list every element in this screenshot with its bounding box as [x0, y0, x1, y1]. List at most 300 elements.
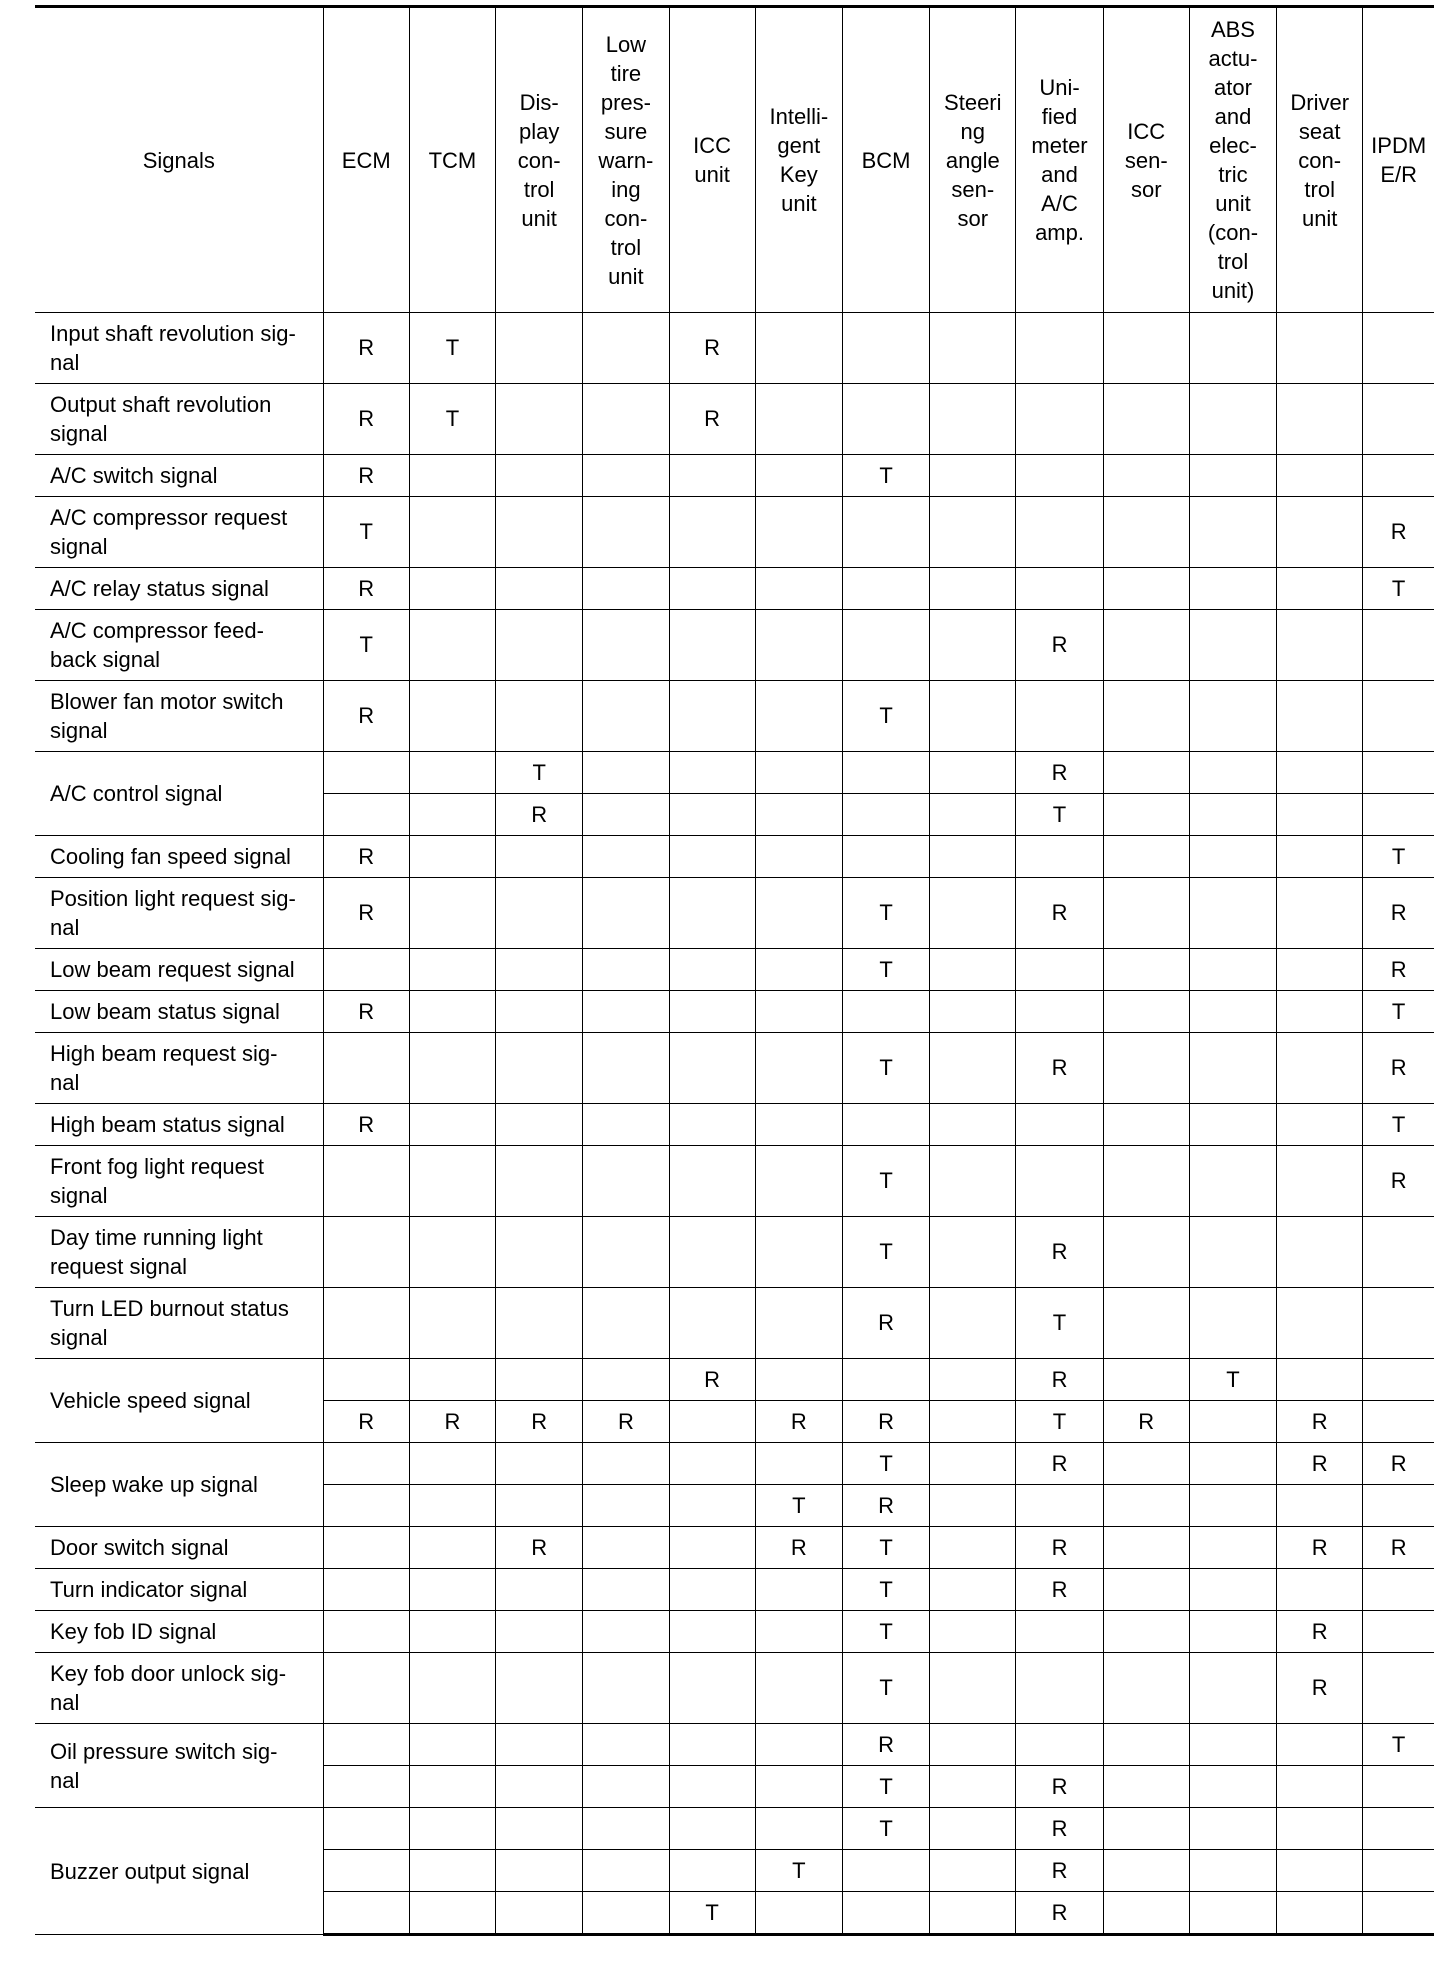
signal-cell: [1103, 1808, 1189, 1850]
signal-cell: [669, 1653, 755, 1724]
signal-cell: [583, 836, 669, 878]
signal-cell: T: [1016, 794, 1103, 836]
signal-cell: [669, 1724, 755, 1766]
signal-cell: T: [1016, 1401, 1103, 1443]
signal-cell: [755, 313, 842, 384]
signal-cell: [1103, 752, 1189, 794]
text-line: Low beam status signal: [50, 999, 280, 1024]
column-header: [409, 7, 495, 313]
signal-cell: [930, 313, 1016, 384]
signal-cell: [1189, 1443, 1276, 1485]
signal-cell: R: [1277, 1611, 1363, 1653]
signal-cell: [1277, 878, 1363, 949]
text-line: nal: [50, 1690, 80, 1715]
signal-cell: [583, 1527, 669, 1569]
signal-cell: [1189, 1766, 1276, 1808]
signal-cell: T: [842, 1808, 929, 1850]
signal-cell: [669, 1485, 755, 1527]
signal-cell: R: [323, 313, 409, 384]
signal-cell: [409, 1653, 495, 1724]
signal-cell: [930, 610, 1016, 681]
signal-cell: [1016, 836, 1103, 878]
signal-cell: [583, 1766, 669, 1808]
signal-name-cell: [35, 1653, 323, 1724]
signal-cell: T: [842, 1146, 929, 1217]
signal-cell: [930, 1766, 1016, 1808]
signal-cell: [583, 794, 669, 836]
signal-cell: [1103, 1146, 1189, 1217]
table-row: [35, 455, 1434, 497]
signal-name-cell: [35, 610, 323, 681]
signal-cell: [496, 1146, 583, 1217]
signal-cell: [755, 1569, 842, 1611]
signal-cell: [1103, 878, 1189, 949]
signal-cell: [842, 497, 929, 568]
signal-cell: R: [1016, 1892, 1103, 1935]
signal-cell: [1277, 568, 1363, 610]
signal-cell: [496, 1485, 583, 1527]
signal-cell: [1016, 497, 1103, 568]
table-row: [35, 991, 1434, 1033]
signal-cell: [1103, 455, 1189, 497]
signal-cell: [1103, 497, 1189, 568]
column-header: [323, 7, 409, 313]
signal-cell: [583, 384, 669, 455]
signal-name-cell: [35, 949, 323, 991]
signal-cell: T: [842, 1527, 929, 1569]
signal-cell: R: [1016, 1359, 1103, 1401]
signal-cell: [669, 1033, 755, 1104]
signal-cell: [930, 1724, 1016, 1766]
text-line: unit: [1215, 191, 1251, 216]
signal-cell: T: [1363, 836, 1434, 878]
signal-cell: [930, 1485, 1016, 1527]
signal-cell: [1277, 1766, 1363, 1808]
signal-cell: [323, 794, 409, 836]
signal-cell: [755, 1653, 842, 1724]
text-line: IPDM: [1371, 133, 1427, 158]
signal-cell: [409, 1288, 495, 1359]
signal-cell: [1103, 1766, 1189, 1808]
signal-cell: [755, 1443, 842, 1485]
text-line: fied: [1041, 104, 1078, 129]
text-line: Vehicle speed signal: [50, 1388, 251, 1413]
signal-name-cell: [35, 1527, 323, 1569]
table-row: [35, 1146, 1434, 1217]
signal-cell: [1277, 752, 1363, 794]
signal-cell: [1189, 1401, 1276, 1443]
signal-cell: [496, 313, 583, 384]
text-line: Key fob ID signal: [50, 1619, 217, 1644]
signal-cell: [409, 610, 495, 681]
signal-cell: [583, 949, 669, 991]
text-line: and: [1041, 162, 1078, 187]
signal-name-cell: [35, 878, 323, 949]
text-line: Uni-: [1039, 75, 1080, 100]
signal-cell: [1277, 1808, 1363, 1850]
signal-cell: R: [1363, 949, 1434, 991]
text-line: sor: [957, 205, 989, 231]
text-line: TCM: [428, 147, 477, 173]
text-line: gent: [777, 133, 821, 158]
signal-cell: [1363, 1359, 1434, 1401]
signal-cell: [583, 1808, 669, 1850]
signal-cell: R: [842, 1401, 929, 1443]
signal-cell: R: [1277, 1401, 1363, 1443]
signal-cell: [669, 1288, 755, 1359]
signal-cell: [1277, 610, 1363, 681]
signal-cell: [496, 610, 583, 681]
signal-cell: [669, 1808, 755, 1850]
signal-cell: [1363, 313, 1434, 384]
signal-cell: [669, 752, 755, 794]
signal-cell: [1016, 949, 1103, 991]
text-line: ICC: [693, 133, 732, 158]
signal-name-cell: [35, 568, 323, 610]
signal-cell: [583, 568, 669, 610]
text-line: pres-: [600, 89, 651, 115]
text-line: A/C: [1041, 191, 1078, 216]
signal-name-cell: [35, 836, 323, 878]
signal-cell: [583, 681, 669, 752]
signal-cell: R: [1363, 1033, 1434, 1104]
signal-cell: [930, 681, 1016, 752]
signal-cell: [755, 752, 842, 794]
text-line: Key fob door unlock sig-: [50, 1661, 287, 1686]
text-line: seat: [1298, 118, 1341, 144]
signal-cell: [930, 1611, 1016, 1653]
text-line: A/C relay status signal: [50, 576, 269, 601]
text-line: Door switch signal: [50, 1535, 229, 1560]
signal-cell: T: [1363, 568, 1434, 610]
text-line: tire: [610, 60, 642, 86]
signal-cell: [1277, 313, 1363, 384]
text-line: A/C control signal: [50, 781, 223, 806]
signal-cell: [1189, 1724, 1276, 1766]
signal-cell: [409, 497, 495, 568]
signal-cell: [409, 991, 495, 1033]
signal-cell: [669, 1104, 755, 1146]
signal-cell: [1103, 568, 1189, 610]
signal-cell: R: [323, 568, 409, 610]
text-line: Cooling fan speed signal: [50, 844, 291, 869]
signal-cell: [583, 1217, 669, 1288]
text-line: ECM: [341, 147, 391, 173]
signal-cell: [1103, 1104, 1189, 1146]
signal-cell: [1103, 1653, 1189, 1724]
signal-cell: [755, 610, 842, 681]
signal-cell: [930, 1033, 1016, 1104]
signal-cell: [755, 681, 842, 752]
signal-cell: [496, 1569, 583, 1611]
signal-cell: [930, 1527, 1016, 1569]
signal-cell: [496, 1033, 583, 1104]
signal-cell: [842, 1850, 929, 1892]
text-line: con-: [604, 205, 648, 231]
signal-cell: [409, 1569, 495, 1611]
signal-cell: [1363, 1569, 1434, 1611]
signal-cell: [755, 1217, 842, 1288]
table-row: [35, 1527, 1434, 1569]
signal-cell: [1016, 1485, 1103, 1527]
text-line: nal: [50, 1767, 80, 1793]
signal-cell: [409, 1850, 495, 1892]
signal-cell: [583, 991, 669, 1033]
signal-cell: [323, 1359, 409, 1401]
signal-cell: [1103, 1892, 1189, 1935]
signal-cell: [583, 1850, 669, 1892]
text-line: High beam request sig-: [50, 1041, 278, 1066]
signal-cell: [1016, 384, 1103, 455]
text-line: sen-: [1124, 147, 1168, 173]
signal-cell: [755, 1808, 842, 1850]
signal-cell: [1277, 1485, 1363, 1527]
signal-cell: R: [496, 1401, 583, 1443]
signal-cell: R: [496, 794, 583, 836]
signal-cell: [930, 1850, 1016, 1892]
signal-cell: [323, 1288, 409, 1359]
signal-cell: T: [842, 878, 929, 949]
table-row: [35, 878, 1434, 949]
column-header: [842, 7, 929, 313]
signal-cell: [1277, 1724, 1363, 1766]
text-line: meter: [1031, 133, 1088, 158]
signal-cell: [1277, 1104, 1363, 1146]
text-line: Oil pressure switch sig-: [50, 1738, 278, 1764]
text-line: play: [518, 118, 560, 144]
table-row: [35, 1653, 1434, 1724]
signal-cell: [1189, 610, 1276, 681]
signal-cell: [496, 1288, 583, 1359]
table-row: [35, 1217, 1434, 1288]
signal-cell: [496, 949, 583, 991]
signal-cell: [1016, 1146, 1103, 1217]
signal-cell: T: [842, 1569, 929, 1611]
text-line: Position light request sig-: [50, 886, 296, 911]
text-line: A/C compressor feed-: [50, 618, 264, 643]
signal-cell: [842, 836, 929, 878]
text-line: Dis-: [519, 89, 559, 115]
table-row: [35, 313, 1434, 384]
signal-cell: [1189, 752, 1276, 794]
signal-cell: R: [1103, 1401, 1189, 1443]
text-line: Turn indicator signal: [50, 1577, 248, 1602]
signal-cell: [409, 836, 495, 878]
signal-cell: [1363, 610, 1434, 681]
signal-cell: [669, 681, 755, 752]
text-line: Driver: [1290, 89, 1350, 115]
signal-cell: [755, 878, 842, 949]
text-line: E/R: [1380, 162, 1417, 187]
signal-cell: [583, 1288, 669, 1359]
signal-cell: R: [1016, 1033, 1103, 1104]
text-line: Intelli-: [769, 104, 829, 129]
signal-name-cell: [35, 1808, 323, 1935]
table-row: [35, 1359, 1434, 1401]
text-line: angle: [945, 147, 1000, 173]
text-line: ICC: [1127, 118, 1166, 144]
signal-cell: [1189, 991, 1276, 1033]
signal-cell: [496, 1217, 583, 1288]
text-line: unit: [521, 205, 557, 231]
signal-cell: [1103, 1033, 1189, 1104]
signal-cell: [496, 991, 583, 1033]
signal-cell: [1363, 1808, 1434, 1850]
text-line: trol: [523, 176, 555, 202]
signal-cell: [409, 1485, 495, 1527]
signal-cell: [842, 752, 929, 794]
table-row: [35, 752, 1434, 794]
signal-cell: [409, 949, 495, 991]
signal-cell: [1277, 1892, 1363, 1935]
signal-cell: [842, 610, 929, 681]
signal-cell: [1103, 610, 1189, 681]
signal-cell: [583, 1485, 669, 1527]
signal-cell: [755, 1724, 842, 1766]
table-row: [35, 836, 1434, 878]
text-line: unit: [781, 191, 817, 216]
signal-cell: [409, 1527, 495, 1569]
signal-name-cell: [35, 1104, 323, 1146]
signal-cell: [1103, 384, 1189, 455]
signal-cell: [930, 497, 1016, 568]
signal-cell: [842, 1892, 929, 1935]
signal-cell: [755, 1146, 842, 1217]
signal-cell: [496, 1850, 583, 1892]
table-row: [35, 497, 1434, 568]
signal-name-cell: [35, 1033, 323, 1104]
signal-cell: R: [1016, 1443, 1103, 1485]
text-line: unit): [1211, 278, 1255, 303]
text-line: amp.: [1035, 220, 1084, 245]
signal-cell: [930, 568, 1016, 610]
signal-cell: [755, 1766, 842, 1808]
signal-cell: [930, 1146, 1016, 1217]
signal-cell: [1363, 681, 1434, 752]
signal-cell: [1363, 1850, 1434, 1892]
signal-cell: [409, 568, 495, 610]
table-row: [35, 1104, 1434, 1146]
signal-cell: [1277, 455, 1363, 497]
signal-cell: [1277, 1569, 1363, 1611]
signal-cell: [1189, 1104, 1276, 1146]
signal-cell: [1189, 1527, 1276, 1569]
text-line: Steeri: [944, 89, 1002, 115]
text-line: Front fog light request: [50, 1154, 265, 1179]
signal-cell: [583, 1653, 669, 1724]
signal-cell: [1363, 794, 1434, 836]
signal-cell: T: [1189, 1359, 1276, 1401]
text-line: Signals: [142, 147, 215, 173]
signal-cell: R: [323, 991, 409, 1033]
column-header: [669, 7, 755, 313]
signal-cell: [409, 794, 495, 836]
signal-cell: [323, 1569, 409, 1611]
signal-cell: [669, 455, 755, 497]
signal-cell: R: [1016, 1766, 1103, 1808]
signal-cell: [1363, 752, 1434, 794]
column-header: [496, 7, 583, 313]
signal-cell: R: [669, 313, 755, 384]
text-line: signal: [50, 1325, 108, 1350]
signal-cell: R: [323, 878, 409, 949]
signal-cell: [1103, 681, 1189, 752]
signal-cell: [930, 1359, 1016, 1401]
signal-cell: R: [1363, 1443, 1434, 1485]
signal-cell: T: [1363, 1104, 1434, 1146]
text-line: Blower fan motor switch: [50, 689, 284, 714]
signal-cell: [930, 752, 1016, 794]
signal-cell: [409, 1146, 495, 1217]
text-line: Output shaft revolution: [50, 392, 272, 417]
signal-cell: [1103, 836, 1189, 878]
signal-cell: [1016, 681, 1103, 752]
signal-cell: [669, 1766, 755, 1808]
signal-cell: [1103, 1850, 1189, 1892]
signal-cell: R: [669, 384, 755, 455]
signal-cell: [755, 949, 842, 991]
signal-cell: [1016, 1611, 1103, 1653]
signal-cell: [583, 1146, 669, 1217]
signal-cell: [755, 836, 842, 878]
column-header: [583, 7, 669, 313]
signal-cell: [496, 1359, 583, 1401]
signal-cell: [930, 1808, 1016, 1850]
table-row: [35, 1808, 1434, 1850]
signal-cell: [1103, 1569, 1189, 1611]
signal-cell: T: [496, 752, 583, 794]
text-line: tric: [1218, 162, 1248, 187]
signal-cell: [583, 1033, 669, 1104]
signal-name-cell: [35, 497, 323, 568]
signal-cell: [1189, 949, 1276, 991]
signal-cell: T: [842, 1443, 929, 1485]
signal-cell: [1363, 1653, 1434, 1724]
signal-cell: [1277, 1033, 1363, 1104]
column-header: [1103, 7, 1189, 313]
signal-cell: [930, 949, 1016, 991]
text-line: unit: [1301, 205, 1338, 231]
signal-cell: [409, 455, 495, 497]
signal-cell: R: [1363, 878, 1434, 949]
signal-cell: [669, 1527, 755, 1569]
table-row: [35, 384, 1434, 455]
signal-cell: [669, 878, 755, 949]
signal-cell: [669, 991, 755, 1033]
signal-cell: [1189, 1611, 1276, 1653]
signal-cell: [409, 681, 495, 752]
signal-name-cell: [35, 1569, 323, 1611]
text-line: A/C switch signal: [50, 463, 218, 488]
signal-cell: T: [323, 610, 409, 681]
table-row: [35, 949, 1434, 991]
signal-name-cell: [35, 991, 323, 1033]
signal-cell: T: [842, 1033, 929, 1104]
signal-cell: [496, 1104, 583, 1146]
signal-cell: R: [323, 681, 409, 752]
signal-cell: [1363, 384, 1434, 455]
signal-cell: R: [1277, 1443, 1363, 1485]
signal-cell: T: [1363, 1724, 1434, 1766]
signal-cell: [755, 568, 842, 610]
column-header: [930, 7, 1016, 313]
signal-cell: [323, 1485, 409, 1527]
signal-cell: R: [1016, 1569, 1103, 1611]
signal-cell: T: [842, 949, 929, 991]
signal-cell: T: [409, 313, 495, 384]
signal-cell: [1189, 1653, 1276, 1724]
text-line: Buzzer output signal: [50, 1858, 250, 1884]
